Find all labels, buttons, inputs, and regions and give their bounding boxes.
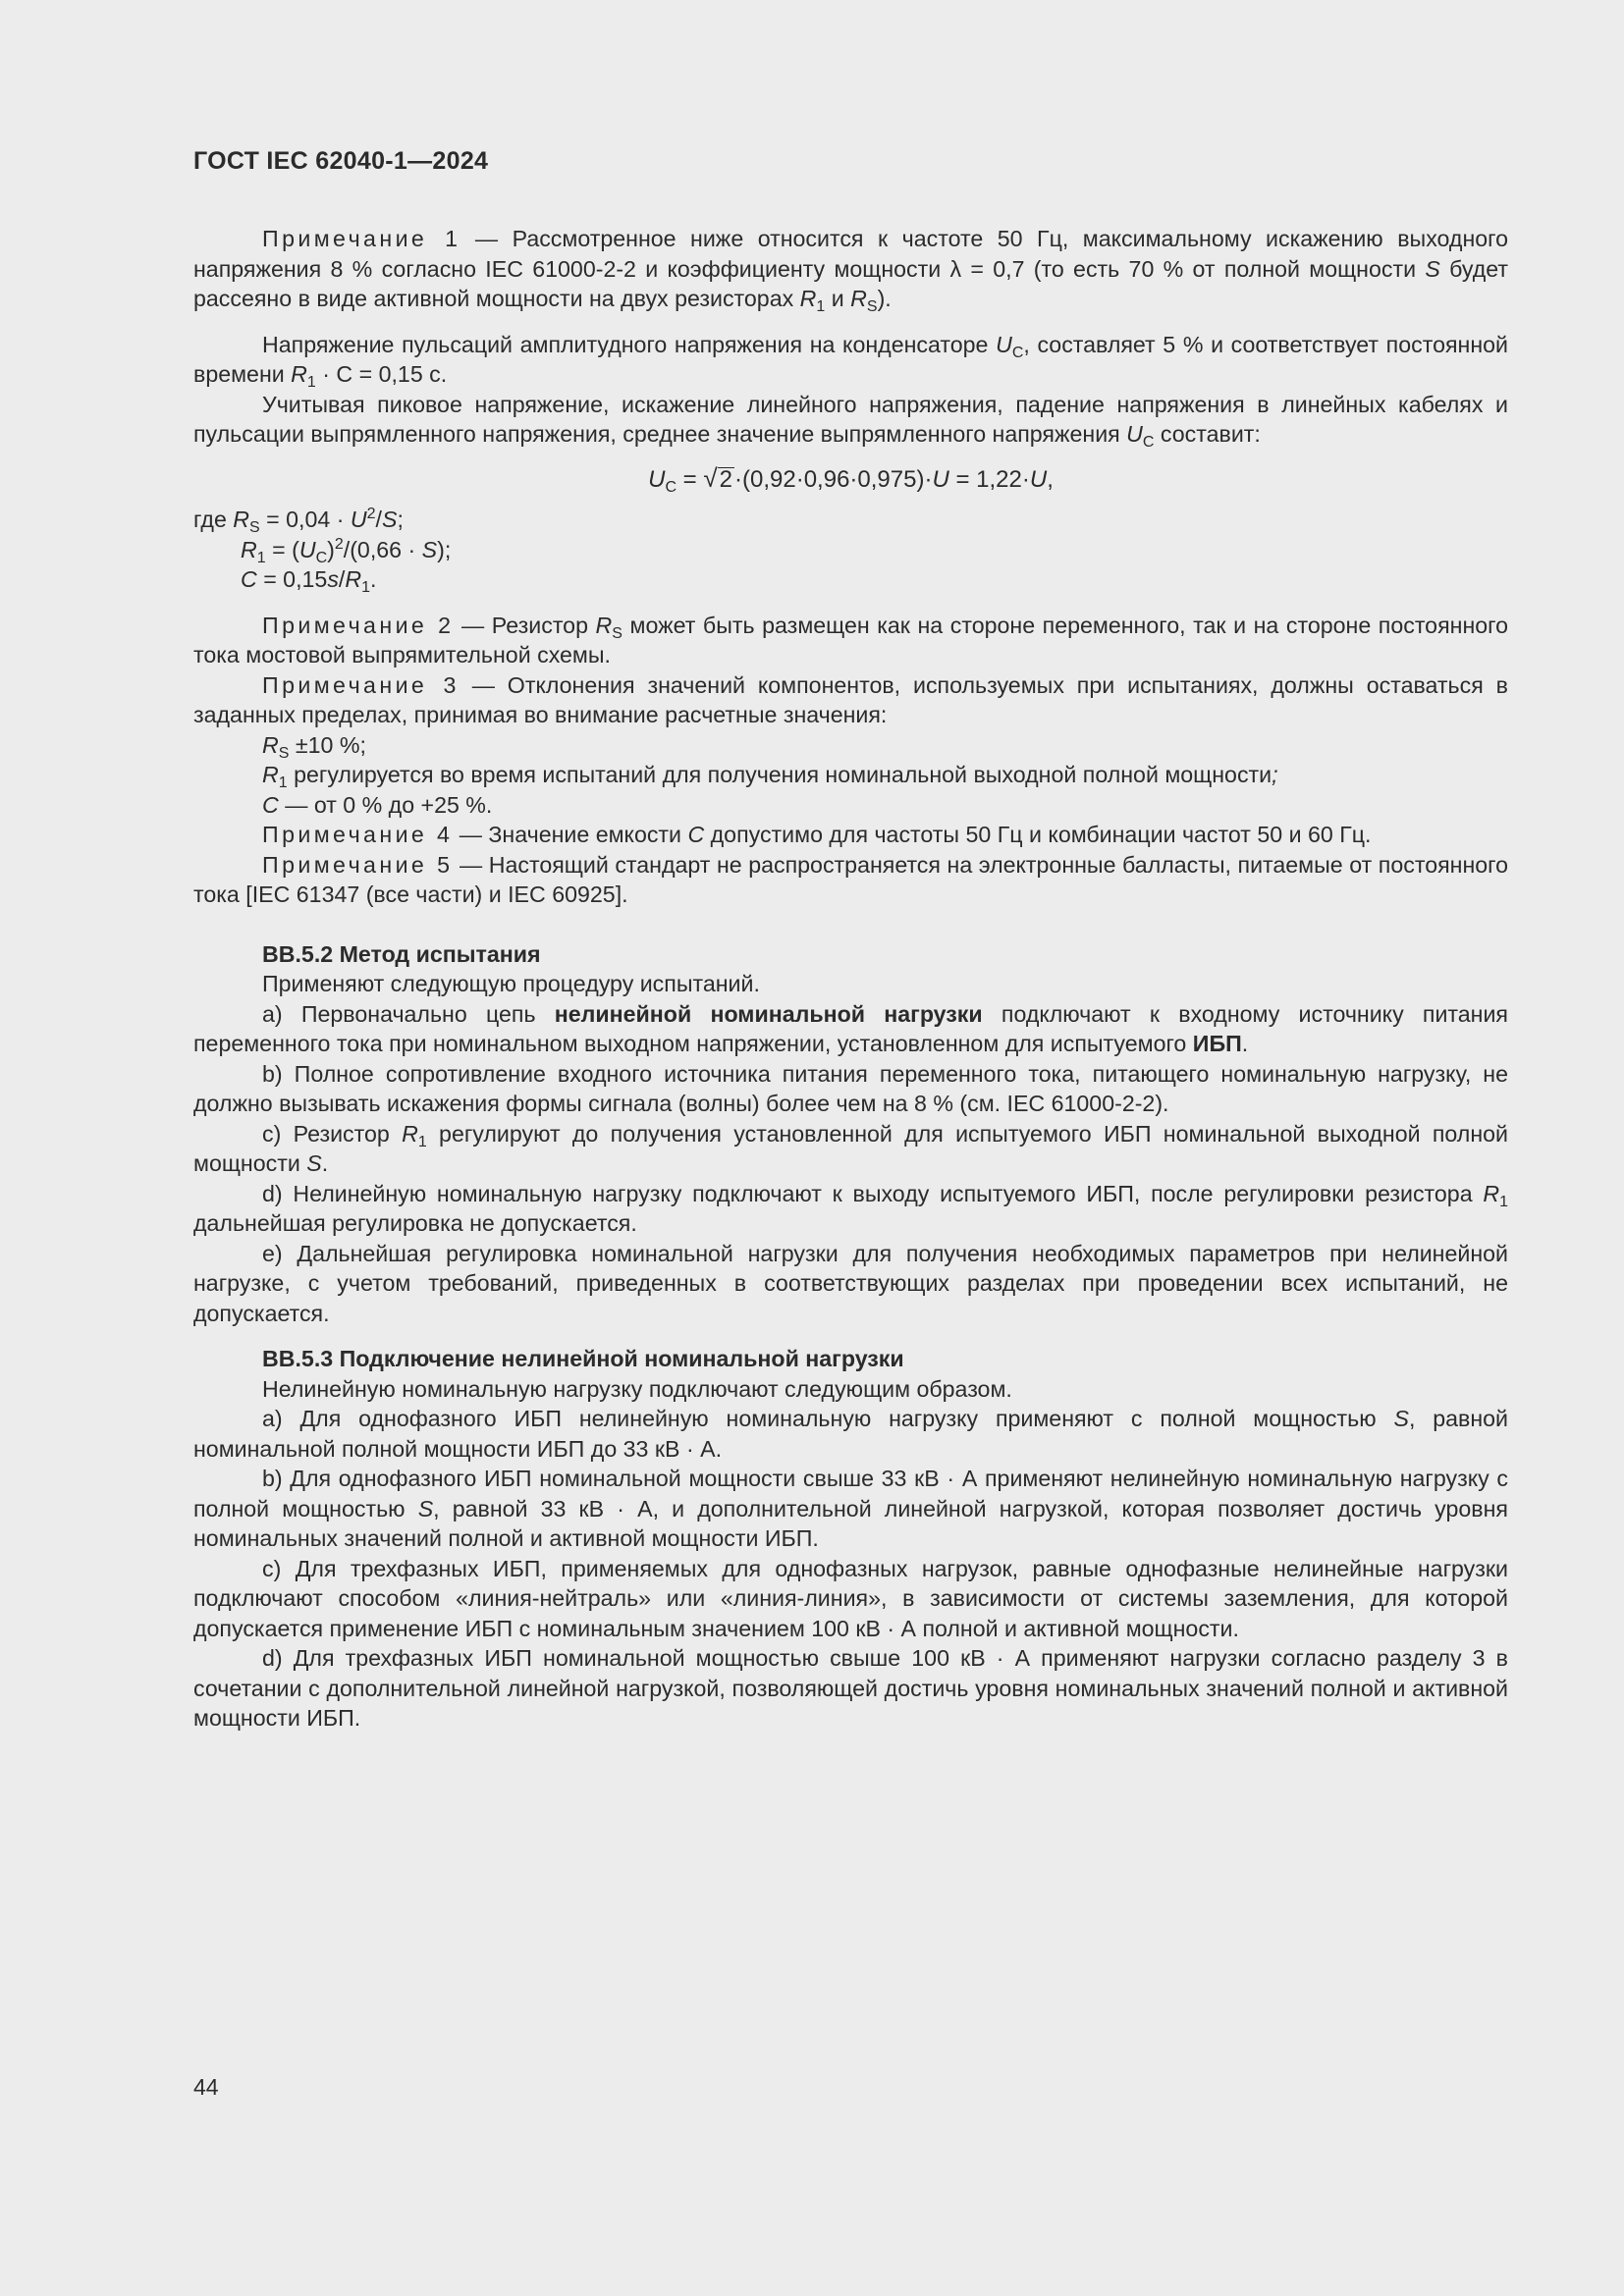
- c-definition: $C = 0,15s/R_1$.: [241, 566, 377, 596]
- bb53-item-a: a) Для однофазного ИБП нелинейную номинальную нагрузку применяют с полной мощностью S, равной номинальной полной мощности ИБП до 33 кВ · А.: [193, 1406, 1508, 1462]
- section-heading-bb52: BB.5.2 Метод испытания: [262, 940, 541, 967]
- note-4: Примечание 4 — Значение емкости C допустимо для частоты 50 Гц и комбинации частот 50 и 60 Гц.: [262, 822, 1372, 847]
- r1-definition: $R_1 = (U_C)^2/(0,66 \cdot S)$;: [241, 535, 452, 566]
- rectified-voltage-formula: $U_C = √2\cdot(0,92\cdot 0,96\cdot 0,975)\cdot U = 1,22\cdot U$,: [648, 462, 1054, 496]
- ripple-paragraph: Напряжение пульсаций амплитудного напряжения на конденсаторе $U_C$, составляет 5 % и соответствует постоянной времени $R_1 \cdot C = 0,15$ с.: [193, 331, 1509, 391]
- sqrt-symbol: √: [703, 462, 718, 493]
- note-3: Примечание 3 — Отклонения значений компонентов, используемых при испытаниях, должны оставаться в заданных пределах, принимая во внимание расчетные значения:: [193, 671, 1508, 727]
- bb53-item-d: d) Для трехфазных ИБП номинальной мощностью свыше 100 кВ · А применяют нагрузки согласно разделу 3 в сочетании с дополнительной линейной нагрузкой, позволяющей достичь уровня номинальных значений полной и активной мощности ИБП.: [193, 1645, 1508, 1731]
- bb52-item-a: a) Первоначально цепь нелинейной номинальной нагрузки подключают к входному источнику питания переменного тока при номинальном выходном напряжении, установленном для испытуемого ИБП.: [193, 1000, 1508, 1056]
- document-header: ГОСТ IEC 62040-1—2024: [193, 147, 489, 175]
- peak-paragraph: Учитывая пиковое напряжение, искажение линейного напряжения, падение напряжения в линейных кабелях и пульсации выпрямленного напряжения, среднее значение выпрямленного напряжения $U_C$ составит:: [193, 391, 1508, 451]
- bb52-intro: Применяют следующую процедуру испытаний.: [262, 971, 760, 996]
- note-1: Примечание 1 — Рассмотренное ниже относится к частоте 50 Гц, максимальному искажению выходного напряжения 8 % согласно IEC 61000-2-2 и коэффициенту мощности λ = 0,7 (то есть 70 % от полной мощности S будет рассеяно в виде активной мощности на двух резисторах $R_1$ и $R_S$).: [193, 226, 1508, 315]
- document-body: [193, 224, 1508, 1734]
- note-3-item-rs: $R_S \pm 10$ %;: [262, 731, 366, 762]
- bb52-item-d: d) Нелинейную номинальную нагрузку подключают к выходу испытуемого ИБП, после регулировки резистора $R_1$ дальнейшая регулировка не допускается.: [193, 1180, 1508, 1236]
- bb53-item-b: b) Для однофазного ИБП номинальной мощности свыше 33 кВ · А применяют нелинейную номинальную нагрузку с полной мощностью S, равной 33 кВ · А, и дополнительной линейной нагрузкой, которая позволяет достичь уровня номинальных значений полной и активной мощности ИБП.: [193, 1466, 1508, 1551]
- where-line: где $R_S = 0,04 \cdot U^2/S$;: [193, 506, 404, 536]
- bb52-item-e: e) Дальнейшая регулировка номинальной нагрузки для получения необходимых параметров при нелинейной нагрузке, с учетом требований, приведенных в соответствующих разделах при проведении всех испытаний, не допускается.: [193, 1240, 1508, 1326]
- bb52-item-c: c) Резистор $R_1$ регулируют до получения установленной для испытуемого ИБП номинальной выходной полной мощности S.: [193, 1120, 1508, 1176]
- bb52-item-b: b) Полное сопротивление входного источника питания переменного тока, питающего номинальную нагрузку, не должно вызывать искажения формы сигнала (волны) более чем на 8 % (см. IEC 61000-2-2).: [193, 1060, 1508, 1116]
- page-number: 44: [193, 2074, 219, 2100]
- note-5: Примечание 5 — Настоящий стандарт не распространяется на электронные балласты, питаемые от постоянного тока [IEC 61347 (все части) и IEC 60925].: [193, 851, 1508, 907]
- note-2: Примечание 2 — Резистор $R_S$ может быть размещен как на стороне переменного, так и на стороне постоянного тока мостовой выпрямительной схемы.: [193, 612, 1508, 667]
- note-3-item-c: C — от 0 % до +25 %.: [262, 791, 493, 818]
- bb53-intro: Нелинейную номинальную нагрузку подключают следующим образом.: [262, 1375, 1012, 1402]
- section-heading-bb53: BB.5.3 Подключение нелинейной номинальной нагрузки: [262, 1346, 904, 1371]
- note-3-item-r1: $R_1$ регулируется во время испытаний для получения номинальной выходной полной мощности;: [262, 762, 1278, 791]
- bb53-item-c: c) Для трехфазных ИБП, применяемых для однофазных нагрузок, равные однофазные нелинейные нагрузки подключают способом «линия-нейтраль» или «линия-линия», в зависимости от системы заземления, для которой допускается применение ИБП с номинальным значением 100 кВ · А полной и активной мощности.: [193, 1555, 1508, 1641]
